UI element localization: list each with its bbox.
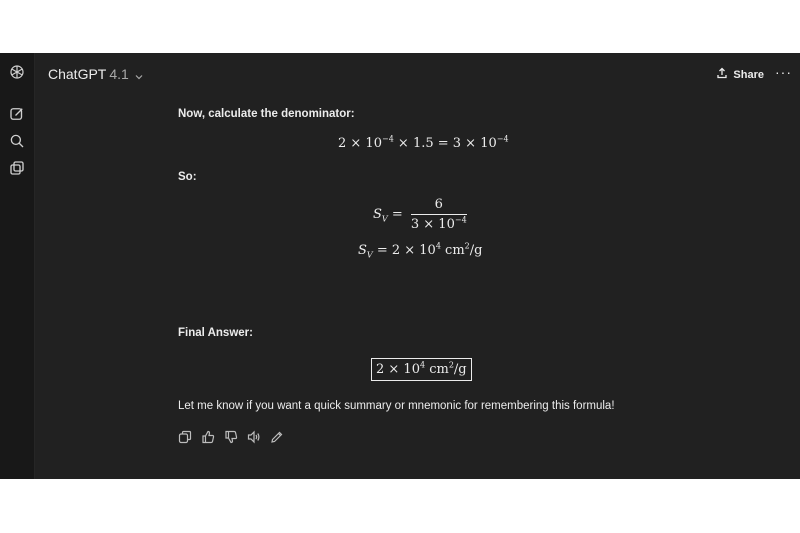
so-label: So: — [178, 171, 197, 183]
library-icon[interactable] — [8, 159, 26, 177]
copy-icon[interactable] — [178, 430, 192, 444]
share-icon — [716, 67, 728, 82]
final-unit-exp: 2 — [448, 360, 454, 370]
eq1-exp-b: −4 — [496, 134, 509, 144]
final-unit-tail: /g — [453, 362, 467, 377]
equation-sv-fraction — [373, 197, 467, 232]
sv-subscript: V — [381, 214, 388, 224]
sv-result-unit-exp: 2 — [464, 241, 470, 251]
model-version: 4.1 — [109, 66, 129, 82]
eq1-part-b: × 1.5 = 3 × 10 — [393, 136, 497, 151]
sv-result-exp: 4 — [435, 241, 441, 251]
share-button[interactable] — [716, 67, 764, 82]
model-name: ChatGPT — [48, 66, 107, 82]
final-value: 2 × 10 — [376, 362, 420, 377]
chevron-down-icon — [134, 69, 144, 79]
denominator-exp: −4 — [454, 215, 467, 225]
final-unit: cm — [425, 362, 449, 377]
more-options-button[interactable]: ··· — [775, 64, 792, 80]
model-selector[interactable] — [48, 66, 144, 82]
final-answer-label: Final Answer: — [178, 327, 253, 339]
final-exp: 4 — [419, 360, 426, 370]
new-chat-icon[interactable] — [8, 105, 26, 123]
denominator-base: 3 × 10 — [410, 217, 455, 232]
sv-result-subscript: V — [366, 250, 373, 260]
fraction-numerator: 6 — [411, 197, 467, 215]
openai-logo-icon[interactable] — [8, 63, 26, 81]
sv-result-unit: cm — [440, 243, 465, 258]
message-actions — [178, 430, 284, 444]
edit-icon[interactable] — [270, 430, 284, 444]
equals-sign: = — [391, 207, 403, 222]
closing-text: Let me know if you want a quick summary or mnemonic for remembering this formula! — [178, 400, 615, 412]
share-label: Share — [733, 68, 764, 81]
eq1-exp-a: −4 — [381, 134, 394, 144]
denominator-heading: Now, calculate the denominator: — [178, 108, 355, 120]
fraction — [411, 197, 467, 232]
equation-sv-result — [358, 243, 482, 258]
equation-denominator — [338, 136, 509, 151]
sv-result-symbol: S — [358, 243, 367, 258]
eq1-part-a: 2 × 10 — [338, 136, 382, 151]
fraction-denominator — [411, 215, 467, 232]
chat-app — [0, 53, 800, 479]
thumbs-down-icon[interactable] — [224, 430, 238, 444]
sv-result-unit-tail: /g — [469, 243, 483, 258]
sv-result-value: = 2 × 10 — [372, 243, 436, 258]
search-icon[interactable] — [8, 132, 26, 150]
top-bar — [34, 53, 800, 95]
final-answer-box — [371, 358, 472, 381]
thumbs-up-icon[interactable] — [201, 430, 215, 444]
sidebar-rail — [0, 53, 35, 479]
read-aloud-icon[interactable] — [247, 430, 261, 444]
sv-symbol: S — [373, 207, 382, 222]
